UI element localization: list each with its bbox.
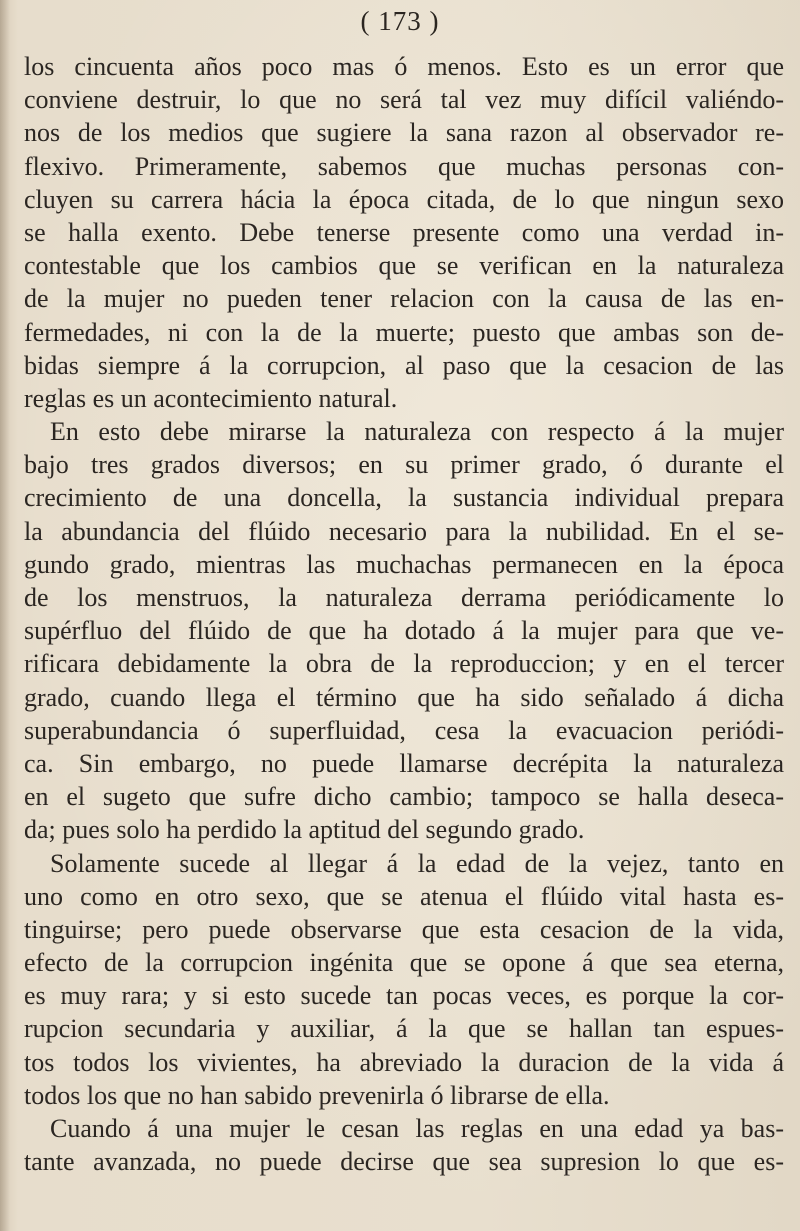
text-line: bajo tres grados diversos; en su primer grado, ó durante el <box>24 450 784 480</box>
text-line: efecto de la corrupcion ingénita que se opone á que sea eterna, <box>24 948 784 978</box>
text-line: Cuando á una mujer le cesan las reglas en una edad ya bas- <box>50 1114 784 1143</box>
text-line: reglas es un acontecimiento natural. <box>24 383 398 413</box>
text-line: grado, cuando llega el término que ha sido señalado á dicha <box>24 682 784 712</box>
text-line: bidas siempre á la corrupcion, al paso que la cesacion de las <box>24 350 784 380</box>
text-line: uno como en otro sexo, que se atenua el flúido vital hasta es- <box>24 881 784 911</box>
text-line: en el sugeto que sufre dicho cambio; tampoco se halla deseca- <box>24 782 784 812</box>
text-line: supérfluo del flúido de que ha dotado á la mujer para que ve- <box>24 616 784 646</box>
text-line: fermedades, ni con la de la muerte; puesto que ambas son de- <box>24 317 784 347</box>
text-line: tos todos los vivientes, ha abreviado la duracion de la vida á <box>24 1047 784 1077</box>
text-line: cluyen su carrera hácia la época citada, de lo que ningun sexo <box>24 184 784 214</box>
body-text <box>24 50 784 1178</box>
text-line: los cincuenta años poco mas ó menos. Esto es un error que <box>24 52 784 81</box>
text-line: da; pues solo ha perdido la aptitud del segundo grado. <box>24 815 585 845</box>
text-line: de los menstruos, la naturaleza derrama periódicamente lo <box>24 583 784 612</box>
text-line: se halla exento. Debe tenerse presente como una verdad in- <box>24 217 784 247</box>
text-line: ca. Sin embargo, no puede llamarse decrépita la naturaleza <box>24 748 784 778</box>
text-line: conviene destruir, lo que no será tal vez muy difícil valiéndo- <box>24 85 784 115</box>
text-line: En esto debe mirarse la naturaleza con respecto á la mujer <box>50 417 784 447</box>
text-line: rupcion secundaria y auxiliar, á la que se hallan tan espues- <box>24 1014 784 1044</box>
text-line: de la mujer no pueden tener relacion con la causa de las en- <box>24 284 784 314</box>
text-line: nos de los medios que sugiere la sana razon al observador re- <box>24 118 784 148</box>
text-line: gundo grado, mientras las muchachas permanecen en la época <box>24 549 784 579</box>
text-line: rificara debidamente la obra de la reproduccion; y en el tercer <box>24 649 784 679</box>
text-line: contestable que los cambios que se verifican en la naturaleza <box>24 251 784 281</box>
text-line: superabundancia ó superfluidad, cesa la evacuacion periódi- <box>24 715 784 745</box>
text-line: flexivo. Primeramente, sabemos que muchas personas con- <box>24 151 784 181</box>
text-line: Solamente sucede al llegar á la edad de la vejez, tanto en <box>50 848 784 878</box>
text-line: crecimiento de una doncella, la sustancia individual prepara <box>24 483 784 513</box>
text-line: la abundancia del flúido necesario para la nubilidad. En el se- <box>24 516 784 546</box>
page-number-header: ( 173 ) <box>360 6 440 36</box>
text-line: todos los que no han sabido prevenirla ó librarse de ella. <box>24 1080 610 1110</box>
text-line: es muy rara; y si esto sucede tan pocas veces, es porque la cor- <box>24 981 784 1011</box>
text-line: tinguirse; pero puede observarse que esta cesacion de la vida, <box>24 914 784 944</box>
text-line: tante avanzada, no puede decirse que sea supresion lo que es- <box>24 1147 784 1177</box>
